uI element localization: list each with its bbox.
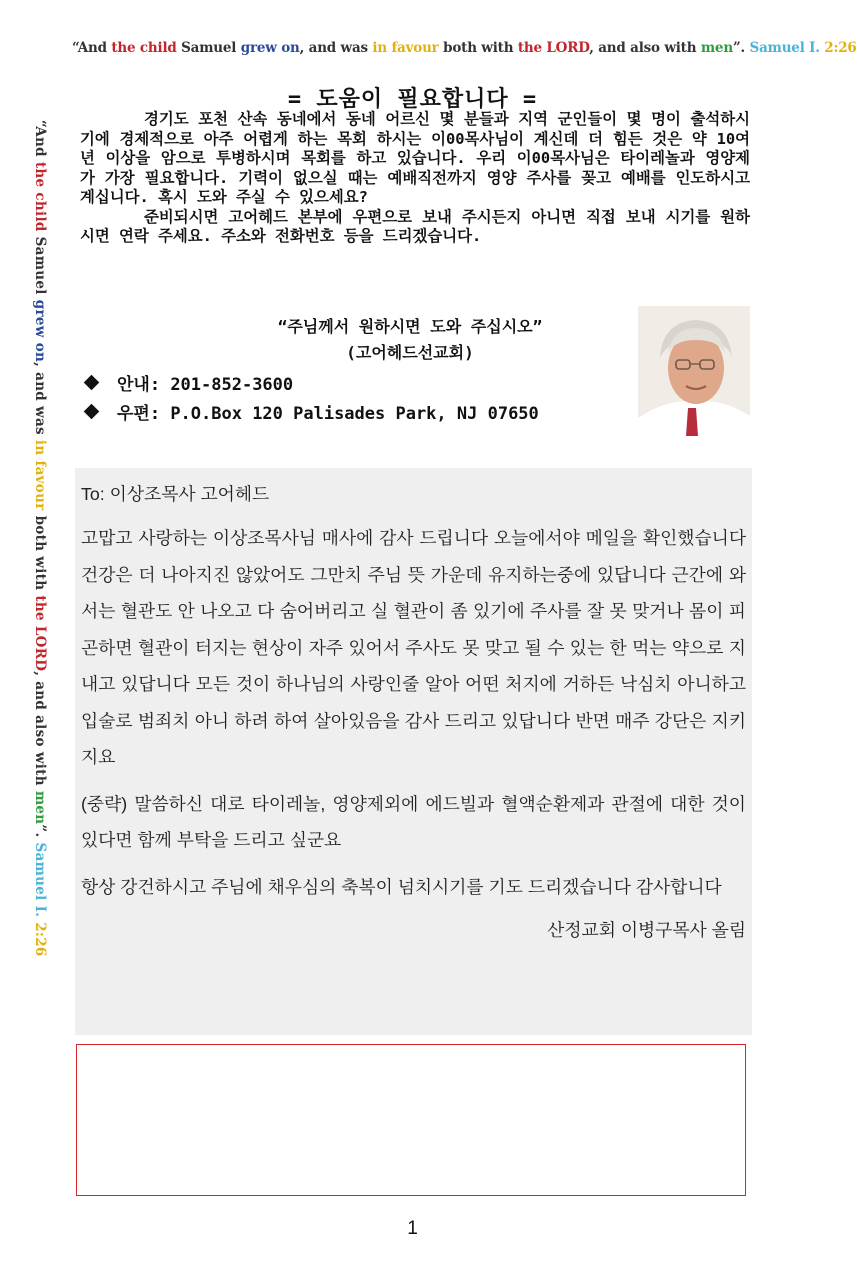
diamond-bullet-icon: [84, 404, 100, 420]
notice-paragraph-1: 경기도 포천 산속 동네에서 동네 어르신 몇 분들과 지역 군인들이 몇 명이 출석하시기에 경제적으로 아주 어렵게 하는 목회 하시는 이00목사님이 계신데 더 힘든 것은 약 10여 년 이상을 암으로 투병하시며 목회를 하고 있습니다. 우리 이00목사님은 타이레놀과 영양제가 가장 필요합니다. 기력이 없으실 때는 예배직전까지 영양 주사를 꽂고 예배를 인도하시고 계십니다. 혹시 도와 주실 수 있으세요?: [80, 110, 750, 206]
verse-part: , and was: [32, 362, 48, 440]
notice-quote: “주님께서 원하시면 도와 주십시오”: [277, 317, 543, 336]
verse-part: both with: [32, 515, 48, 596]
verse-part: ”.: [32, 824, 48, 843]
verse-part: the child: [111, 40, 182, 56]
notice-paragraph-2: 준비되시면 고어헤드 본부에 우편으로 보내 주시든지 아니면 직접 보내 시기를 원하시면 연락 주세요. 주소와 전화번호 등을 드리겠습니다.: [80, 207, 750, 245]
diamond-bullet-icon: [84, 375, 100, 391]
letter-paragraph-3: 항상 강건하시고 주님에 채우심의 축복이 넘치시기를 기도 드리겠습니다 감사합니다: [81, 876, 722, 897]
letter-paragraph-1: 고맙고 사랑하는 이상조목사님 매사에 감사 드립니다 오늘에서야 메일을 확인했습니다 건강은 더 나아지진 않았어도 그만치 주님 뜻 가운데 유지하는중에 있답니다 근간에 와서는 혈관도 안 나오고 다 숨어버리고 실 혈관이 좀 있기에 주사를 잘 못 맞거나 몸이 피곤하면 혈관이 터지는 현상이 자주 있어서 주사도 못 맞고 될 수 있는 한 먹는 약으로 지내고 있답니다 모든 것이 하나님의 사랑인줄 알아 어떤 처지에 거하든 낙심치 아니하고 입술로 범죄치 아니 하려 하여 살아있음을 감사 드리고 있답니다 반면 매주 강단은 지키지요: [81, 528, 746, 767]
contact-phone: 안내: 201-852-3600: [117, 375, 294, 395]
verse-part: in favour: [372, 40, 444, 56]
side-verse: [32, 120, 48, 957]
contact-mail-row: [82, 399, 539, 424]
letter-box: [75, 468, 752, 1035]
notice-title: = 도움이 필요합니다 =: [287, 87, 538, 112]
verse-part: 2:26: [824, 40, 857, 56]
verse-part: men: [32, 790, 48, 825]
notice-body: [80, 110, 750, 247]
verse-part: , and also with: [589, 40, 701, 56]
header-verse: [72, 40, 857, 56]
letter-paragraph-2: (중략) 말씀하신 대로 타이레놀, 영양제외에 에드빌과 혈액순환제과 관절에 대한 것이 있다면 함께 부탁을 드리고 싶군요: [81, 793, 746, 850]
verse-part: Samuel I.: [32, 842, 48, 923]
verse-part: grew on: [32, 299, 48, 363]
notice-org: (고어헤드선교회): [346, 343, 474, 362]
verse-part: 2:26: [32, 922, 48, 957]
verse-part: the child: [32, 161, 48, 237]
notice-quote-block: [170, 314, 650, 366]
verse-part: the LORD: [32, 595, 48, 672]
verse-part: Samuel: [32, 236, 48, 300]
pastor-photo: [638, 306, 750, 436]
verse-part: the LORD: [517, 40, 590, 56]
contact-phone-row: [82, 370, 293, 395]
verse-part: men: [700, 40, 733, 56]
verse-part: grew on: [240, 40, 300, 56]
contact-mail: 우편: P.O.Box 120 Palisades Park, NJ 07650: [117, 404, 539, 424]
verse-part: Samuel I.: [749, 40, 825, 56]
verse-part: , and also with: [32, 671, 48, 791]
page-number: 1: [407, 1218, 418, 1239]
verse-part: “And: [32, 120, 48, 162]
portrait-image: [638, 306, 750, 436]
verse-part: Samuel: [181, 40, 241, 56]
verse-part: , and was: [299, 40, 373, 56]
letter-signature: 산정교회 이병구목사 올림: [547, 920, 746, 940]
verse-part: ”.: [732, 40, 750, 56]
verse-part: in favour: [32, 439, 48, 516]
verse-part: both with: [443, 40, 518, 56]
verse-part: “And: [72, 40, 112, 56]
empty-red-box: [76, 1044, 746, 1196]
letter-recipient: To: 이상조목사 고어헤드: [81, 484, 270, 504]
